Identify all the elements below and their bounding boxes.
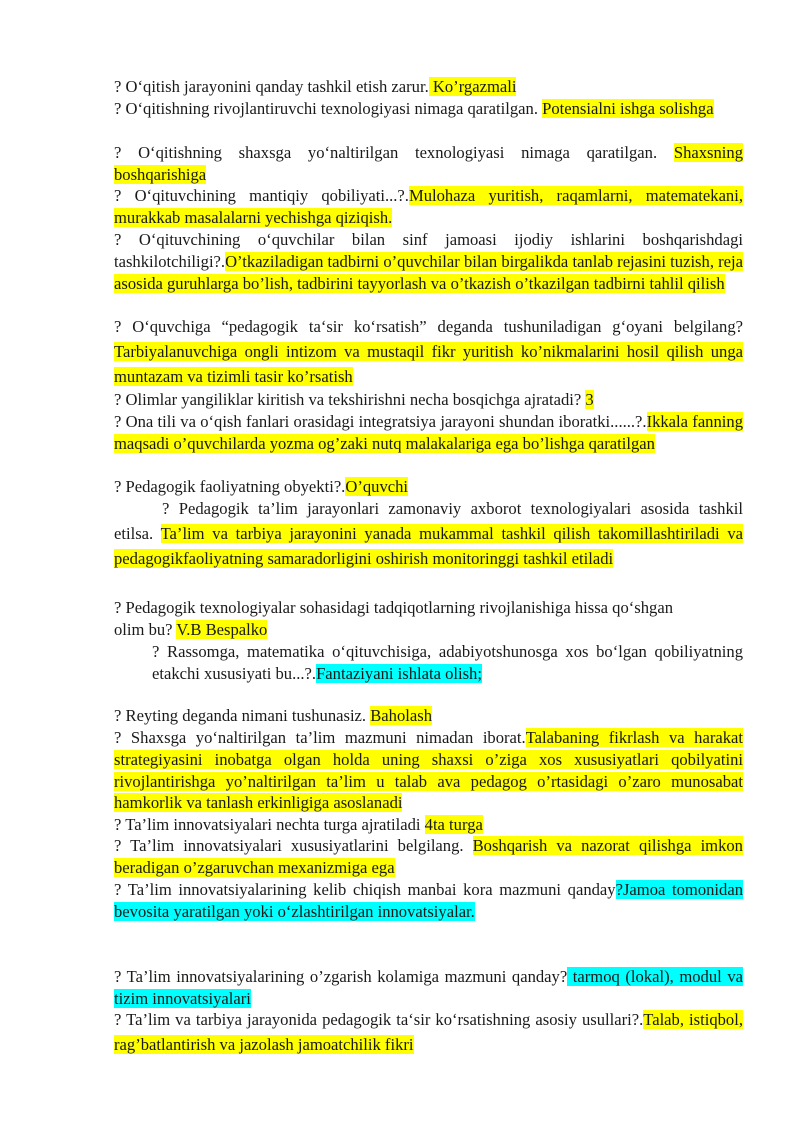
qa-entry-10	[114, 496, 743, 571]
qa-entry-4	[114, 185, 743, 229]
question-text: ? Ona tili va o‘qish fanlari orasidagi integratsiya jarayoni shundan iboratki......?.	[114, 412, 647, 431]
qa-entry-6	[114, 314, 743, 389]
question-text: ? Ta’lim innovatsiyalari xususiyatlarini belgilang.	[114, 836, 473, 855]
answer-highlight: Ikkala fanning maqsadi o’quvchilarda yozma og’zaki nutq malakalariga ega bo’lishga qaratilgan	[114, 412, 743, 453]
question-text: ? Pedagogik ta’lim jarayonlari zamonaviy axborot texnologiyalari asosida tashkil etilsa.	[114, 499, 743, 543]
question-text: ? O‘qitish jarayonini qanday tashkil etish zarur.	[114, 77, 429, 96]
qa-entry-3	[114, 142, 743, 186]
question-text: ? O‘qitishning shaxsga yo‘naltirilgan texnologiyasi nimaga qaratilgan.	[114, 143, 674, 162]
question-text: ? Ta’lim innovatsiyalarining kelib chiqish manbai kora mazmuni qanday	[114, 880, 616, 899]
answer-highlight: Tarbiyalanuvchiga ongli intizom va mustaqil fikr yuritish ko’nikmalarini hosil qilish unga muntazam va tizimli tasir ko’rsatish	[114, 342, 743, 386]
qa-entry-8	[114, 411, 743, 455]
answer-highlight: O’tkaziladigan tadbirni o’quvchilar bilan birgalikda tanlab rejasini tuzish, reja asosida guruhlarga bo’lish, tadbirini tayyorlash va o’tkazish o’tkazilgan tadbirni tahlil qilish	[114, 251, 743, 293]
answer-highlight: tarmoq (lokal), modul va tizim innovatsiyalari	[114, 967, 743, 1008]
question-text: ? Rassomga, matematika o‘qituvchisiga, adabiyotshunosga xos bo‘lgan qobiliyatning etakchi xususiyati bu...?.	[152, 642, 743, 683]
question-text: ? O‘quvchiga “pedagogik ta‘sir ko‘rsatish” deganda tushuniladigan g‘oyani belgilang?	[114, 317, 743, 336]
qa-entry-2	[114, 98, 743, 120]
qa-entry-19	[114, 1007, 743, 1057]
qa-entry-9	[114, 476, 743, 498]
question-text: ? Ta’lim innovatsiyalari nechta turga ajratiladi	[114, 815, 425, 834]
qa-entry-11	[114, 597, 679, 641]
answer-highlight: 3	[585, 390, 594, 409]
answer-highlight: Ta’lim va tarbiya jarayonini yanada mukammal tashkil qilish takomillashtiriladi va pedagogikfaoliyatning samaradorligini oshirish monitoringgi tashkil etiladi	[114, 524, 744, 568]
answer-highlight: O’quvchi	[345, 477, 409, 496]
qa-entry-14	[114, 727, 743, 814]
answer-highlight: Talab, istiqbol, rag’batlantirish va jazolash jamoatchilik fikri	[114, 1010, 743, 1054]
question-text: ? O‘qitishning rivojlantiruvchi texnologiyasi nimaga qaratilgan.	[114, 99, 543, 118]
qa-entry-12	[152, 641, 743, 685]
question-text: ? O‘qituvchining o‘quvchilar bilan sinf jamoasi ijodiy ishlarini boshqarishdagi tashkilotchiligi?.	[114, 230, 743, 271]
question-text: ? Ta’lim innovatsiyalarining o’zgarish kolamiga mazmuni qanday?	[114, 967, 568, 986]
answer-highlight: 4ta turga	[424, 815, 483, 834]
question-text: ? Shaxsga yo‘naltirilgan ta’lim mazmuni nimadan iborat.	[114, 728, 526, 747]
qa-entry-17	[114, 879, 743, 923]
question-text: ? Pedagogik texnologiyalar sohasidagi tadqiqotlarning rivojlanishiga hissa qo‘shgan olim bu?	[114, 598, 674, 639]
question-text: ? Ta’lim va tarbiya jarayonida pedagogik ta‘sir ko‘rsatishning asosiy usullari?.	[114, 1010, 644, 1029]
question-text: ? Olimlar yangiliklar kiritish va tekshirishni necha bosqichga ajratadi?	[114, 390, 586, 409]
qa-entry-1	[114, 76, 743, 98]
qa-entry-7	[114, 389, 743, 411]
answer-highlight: Ko’rgazmali	[428, 77, 517, 96]
qa-entry-16	[114, 835, 743, 879]
answer-highlight: Fantaziyani ishlata olish;	[316, 663, 482, 683]
qa-entry-13	[114, 705, 743, 727]
question-text: ? Pedagogik faoliyatning obyekti?.	[114, 477, 346, 496]
answer-highlight: Baholash	[370, 706, 432, 725]
qa-entry-18	[114, 966, 743, 1010]
answer-highlight: Talabaning fikrlash va harakat strategiyasini inobatga olgan holda uning shaxsi o’ziga xos xususiyatlari qobilyatini rivojlantirishga yo’naltirilgan ta’lim u talab ava pedagog o’rtasidagi o’zaro munosabat hamkorlik va tanlash erkinligiga asoslanadi	[114, 728, 744, 813]
answer-highlight: ?Jamoa tomonidan bevosita yaratilgan yoki o‘zlashtirilgan innovatsiyalar.	[114, 880, 743, 921]
answer-highlight: Shaxsning boshqarishiga	[114, 143, 743, 184]
answer-highlight: Potensialni ishga solishga	[542, 99, 714, 118]
qa-entry-5	[114, 229, 743, 294]
qa-entry-15	[114, 814, 743, 836]
answer-highlight: Mulohaza yuritish, raqamlarni, matematekani, murakkab masalalarni yechishga qiziqish.	[114, 186, 743, 227]
answer-highlight: Boshqarish va nazorat qilishga imkon beradigan o’zgaruvchan mexanizmiga ega	[114, 836, 743, 877]
question-text: ? Reyting deganda nimani tushunasiz.	[114, 706, 371, 725]
answer-highlight: V.B Bespalko	[176, 619, 268, 639]
question-text: ? O‘qituvchining mantiqiy qobiliyati...?.	[114, 186, 409, 205]
